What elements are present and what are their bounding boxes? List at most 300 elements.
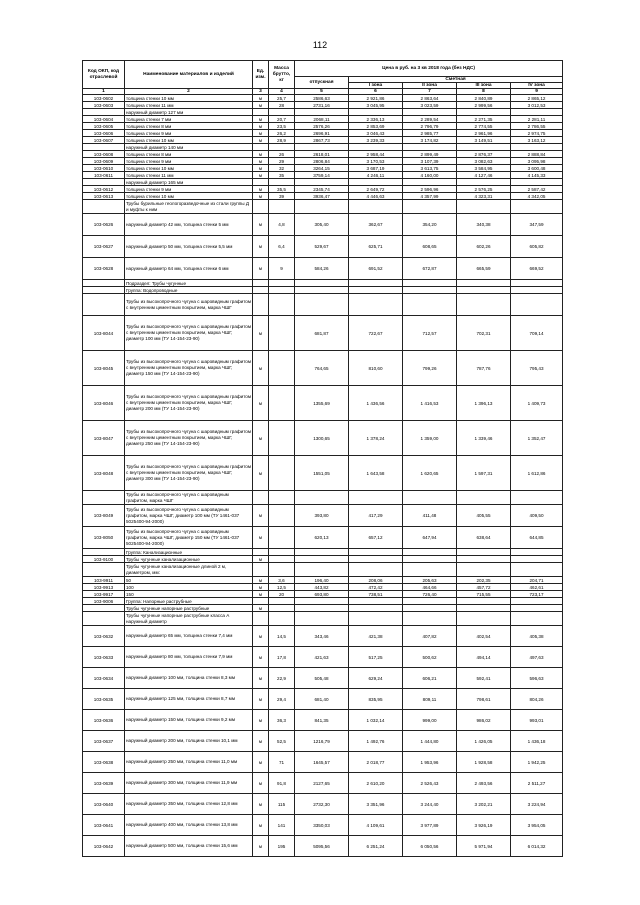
row-zone2-price: 2 985,77: [403, 130, 457, 137]
row-unit: м: [253, 102, 269, 109]
row-zone1-price: [349, 109, 403, 116]
row-zone3-price: 1 928,58: [457, 752, 511, 773]
row-code: 103-0611: [83, 172, 125, 179]
row-zone1-price: [349, 556, 403, 563]
row-release-price: 3936,47: [295, 193, 349, 200]
row-code: 103-0605: [83, 123, 125, 130]
row-zone1-price: 472,42: [349, 584, 403, 591]
row-zone1-price: 629,24: [349, 668, 403, 689]
row-release-price: 693,80: [295, 591, 349, 598]
row-unit: м: [253, 158, 269, 165]
row-code: 103-8047: [83, 421, 125, 456]
row-release-price: 2731,16: [295, 102, 349, 109]
row-zone2-price: 647,94: [403, 527, 457, 549]
row-mass: [269, 612, 295, 626]
row-name: 150: [125, 591, 253, 598]
row-zone1-price: 657,12: [349, 527, 403, 549]
row-zone2-price: 726,40: [403, 591, 457, 598]
row-release-price: 2127,65: [295, 773, 349, 794]
row-release-price: 1216,79: [295, 731, 349, 752]
row-code: [83, 200, 125, 214]
row-release-price: 2806,84: [295, 158, 349, 165]
row-mass: 26: [269, 151, 295, 158]
col-num: 4: [269, 89, 295, 95]
row-code: 103-0641: [83, 815, 125, 836]
table-row: [83, 752, 563, 773]
row-name: Трубы из высокопрочного чугуна с шаровидным графитом с внутренним цементным покрытием, марка ЧШГ, диаметр 250 мм (ТУ 14-154-23-90): [125, 421, 253, 456]
row-code: 103-9917: [83, 591, 125, 598]
row-zone4-price: 3 163,12: [511, 137, 563, 144]
row-name: Трубы из высокопрочного чугуна с шаровидным графитом, марка ЧШГ, диаметр 100 мм (ТУ 1461-037 5025400-94-2000): [125, 505, 253, 527]
row-code: 103-0603: [83, 102, 125, 109]
row-zone4-price: 2 865,12: [511, 95, 563, 102]
row-zone3-price: [457, 605, 511, 612]
table-row: [83, 689, 563, 710]
row-mass: [269, 598, 295, 605]
row-name: Группа: Канализационные: [125, 549, 253, 556]
row-zone3-price: 494,14: [457, 647, 511, 668]
row-zone1-price: 3 045,95: [349, 102, 403, 109]
col-num: 2: [125, 89, 253, 95]
row-unit: м: [253, 116, 269, 123]
row-code: 103-0636: [83, 710, 125, 731]
row-zone4-price: [511, 294, 563, 316]
table-row: [83, 165, 563, 172]
row-code: 103-9100: [83, 556, 125, 563]
row-zone1-price: 2 649,72: [349, 186, 403, 193]
table-row: [83, 647, 563, 668]
row-release-price: 3264,15: [295, 165, 349, 172]
row-zone2-price: [403, 549, 457, 556]
row-release-price: [295, 179, 349, 186]
row-unit: м: [253, 794, 269, 815]
row-code: 103-0635: [83, 689, 125, 710]
row-zone1-price: 2 336,13: [349, 116, 403, 123]
row-unit: м: [253, 815, 269, 836]
row-zone1-price: 4 446,63: [349, 193, 403, 200]
header-estimate: Сметная: [349, 77, 563, 83]
row-release-price: [295, 612, 349, 626]
row-name: толщина стенки 10 мм: [125, 165, 253, 172]
row-mass: [269, 605, 295, 612]
row-zone2-price: 3 244,40: [403, 794, 457, 815]
table-row: [83, 563, 563, 577]
row-zone4-price: [511, 144, 563, 151]
row-unit: м: [253, 836, 269, 857]
row-release-price: 1300,65: [295, 421, 349, 456]
table-row: [83, 151, 563, 158]
row-unit: м: [253, 421, 269, 456]
row-zone2-price: 2 596,96: [403, 186, 457, 193]
table-row: [83, 584, 563, 591]
row-zone1-price: 208,06: [349, 577, 403, 584]
row-name: наружный диаметр 127 мм: [125, 109, 253, 116]
row-code: 103-0640: [83, 794, 125, 815]
row-code: 103-0639: [83, 773, 125, 794]
row-zone4-price: 6 014,32: [511, 836, 563, 857]
header-unit: Ед. изм.: [253, 61, 269, 89]
row-zone2-price: [403, 556, 457, 563]
row-unit: [253, 598, 269, 605]
row-name: наружный диаметр 200 мм, толщина стенки 10,1 мм: [125, 731, 253, 752]
row-release-price: [295, 144, 349, 151]
row-zone4-price: 795,43: [511, 351, 563, 386]
row-zone2-price: 2 289,54: [403, 116, 457, 123]
row-unit: м: [253, 386, 269, 421]
row-zone1-price: [349, 200, 403, 214]
row-zone4-price: 4 145,33: [511, 172, 563, 179]
row-name: Трубы из высокопрочного чугуна с шаровидным графитом с внутренним цементным покрытием, марка ЧШГ, диаметр 200 мм (ТУ 14-154-23-90): [125, 386, 253, 421]
row-zone3-price: [457, 563, 511, 577]
row-zone2-price: [403, 605, 457, 612]
row-code: 103-0609: [83, 158, 125, 165]
row-zone2-price: [403, 287, 457, 294]
row-zone4-price: [511, 612, 563, 626]
row-code: [83, 612, 125, 626]
row-name: 50: [125, 577, 253, 584]
row-unit: м: [253, 456, 269, 491]
row-zone1-price: 2 853,69: [349, 123, 403, 130]
table-row: [83, 158, 563, 165]
row-zone3-price: 3 082,63: [457, 158, 511, 165]
row-mass: 20,7: [269, 116, 295, 123]
row-zone1-price: 1 643,58: [349, 456, 403, 491]
row-name: наружный диаметр 50 мм, толщина стенки 5,5 мм: [125, 236, 253, 258]
row-zone4-price: [511, 605, 563, 612]
row-zone1-price: [349, 144, 403, 151]
row-zone3-price: 2 271,35: [457, 116, 511, 123]
row-release-price: 1645,57: [295, 752, 349, 773]
row-name: толщина стенки 8 мм: [125, 151, 253, 158]
row-zone1-price: 2 610,20: [349, 773, 403, 794]
row-zone4-price: 993,01: [511, 710, 563, 731]
table-row: [83, 258, 563, 280]
col-num: 7: [403, 89, 457, 95]
row-zone4-price: 723,17: [511, 591, 563, 598]
row-zone2-price: 411,48: [403, 505, 457, 527]
row-name: Трубы чугунные напорные раструбные: [125, 605, 253, 612]
row-zone4-price: 204,71: [511, 577, 563, 584]
row-zone1-price: 722,67: [349, 316, 403, 351]
row-zone2-price: 407,82: [403, 626, 457, 647]
row-zone1-price: 417,29: [349, 505, 403, 527]
row-code: 103-9911: [83, 577, 125, 584]
row-zone4-price: [511, 563, 563, 577]
row-zone3-price: [457, 294, 511, 316]
row-unit: м: [253, 236, 269, 258]
row-name: толщина стенки 10 мм: [125, 95, 253, 102]
row-mass: [269, 200, 295, 214]
header-release: отпускная: [295, 77, 349, 89]
row-name: толщина стенки 9 мм: [125, 158, 253, 165]
table-row: [83, 421, 563, 456]
table-row: [83, 95, 563, 102]
row-unit: м: [253, 130, 269, 137]
row-code: [83, 287, 125, 294]
table-row: [83, 316, 563, 351]
row-mass: [269, 294, 295, 316]
row-unit: [253, 612, 269, 626]
row-mass: [269, 421, 295, 456]
row-zone2-price: 205,63: [403, 577, 457, 584]
row-unit: м: [253, 316, 269, 351]
table-row: [83, 794, 563, 815]
row-name: наружный диаметр 125 мм, толщина стенки 8,7 мм: [125, 689, 253, 710]
row-unit: [253, 280, 269, 287]
row-code: [83, 280, 125, 287]
row-code: 103-8048: [83, 456, 125, 491]
header-code: Код ОКП, код отраслевой: [83, 61, 125, 89]
row-zone2-price: 4 160,00: [403, 172, 457, 179]
row-mass: 115: [269, 794, 295, 815]
row-unit: м: [253, 626, 269, 647]
row-zone4-price: 605,82: [511, 236, 563, 258]
row-zone4-price: 2 281,11: [511, 116, 563, 123]
table-row: [83, 605, 563, 612]
row-release-price: 2576,26: [295, 123, 349, 130]
row-unit: м: [253, 165, 269, 172]
header-zone2: II зона: [403, 83, 457, 89]
row-zone3-price: 798,61: [457, 689, 511, 710]
row-code: 103-0604: [83, 116, 125, 123]
row-name: наружный диаметр 250 мм, толщина стенки 11,0 мм: [125, 752, 253, 773]
row-name: наружный диаметр 100 мм, толщина стенки 8,3 мм: [125, 668, 253, 689]
row-name: 100: [125, 584, 253, 591]
row-zone4-price: [511, 598, 563, 605]
row-release-price: 305,40: [295, 214, 349, 236]
row-zone4-price: 1 352,47: [511, 421, 563, 456]
row-unit: м: [253, 605, 269, 612]
row-zone2-price: [403, 200, 457, 214]
row-zone1-price: 2 921,86: [349, 95, 403, 102]
row-zone3-price: 2 961,96: [457, 130, 511, 137]
row-zone3-price: [457, 109, 511, 116]
row-mass: [269, 491, 295, 505]
row-name: Трубы чугунные напорные раструбные класса А наружный диаметр: [125, 612, 253, 626]
row-unit: м: [253, 172, 269, 179]
row-zone4-price: 2 587,42: [511, 186, 563, 193]
row-code: [83, 563, 125, 577]
row-zone3-price: 5 971,94: [457, 836, 511, 857]
row-zone2-price: 3 613,75: [403, 165, 457, 172]
table-row: [83, 612, 563, 626]
row-name: наружный диаметр 65 мм, толщина стенки 7,4 мм: [125, 626, 253, 647]
row-code: 103-0632: [83, 626, 125, 647]
row-zone1-price: 1 492,76: [349, 731, 403, 752]
row-unit: м: [253, 591, 269, 598]
row-name: наружный диаметр 42 мм, толщина стенки 5 мм: [125, 214, 253, 236]
row-release-price: [295, 598, 349, 605]
row-zone2-price: [403, 563, 457, 577]
row-zone2-price: 672,87: [403, 258, 457, 280]
row-zone2-price: 1 953,96: [403, 752, 457, 773]
row-release-price: 2696,91: [295, 130, 349, 137]
row-code: 103-0610: [83, 165, 125, 172]
row-unit: м: [253, 151, 269, 158]
table-row: [83, 815, 563, 836]
row-zone2-price: 2 796,79: [403, 123, 457, 130]
row-zone3-price: 3 926,19: [457, 815, 511, 836]
row-unit: [253, 549, 269, 556]
row-zone3-price: 665,59: [457, 258, 511, 280]
row-code: [83, 144, 125, 151]
row-name: Трубы чугунные канализационные длиной 2 м, диаметром, мм:: [125, 563, 253, 577]
table-row: [83, 200, 563, 214]
row-release-price: 529,67: [295, 236, 349, 258]
table-row: [83, 193, 563, 200]
row-code: 103-9913: [83, 584, 125, 591]
col-num: 3: [253, 89, 269, 95]
row-zone1-price: 835,95: [349, 689, 403, 710]
table-row: [83, 102, 563, 109]
row-mass: 195: [269, 836, 295, 857]
table-row: [83, 109, 563, 116]
row-unit: [253, 491, 269, 505]
row-release-price: 2586,63: [295, 95, 349, 102]
row-name: наружный диаметр 500 мм, толщина стенки 15,6 мм: [125, 836, 253, 857]
row-unit: м: [253, 577, 269, 584]
row-mass: 26,2: [269, 130, 295, 137]
row-zone1-price: [349, 605, 403, 612]
row-release-price: 393,80: [295, 505, 349, 527]
row-zone2-price: 3 174,82: [403, 137, 457, 144]
row-unit: [253, 144, 269, 151]
row-zone4-price: 1 612,86: [511, 456, 563, 491]
row-zone4-price: 709,14: [511, 316, 563, 351]
price-table: [82, 60, 563, 857]
row-release-price: 764,65: [295, 351, 349, 386]
row-name: Подраздел: Трубы чугунные: [125, 280, 253, 287]
row-release-price: 2732,30: [295, 794, 349, 815]
row-release-price: [295, 491, 349, 505]
row-zone3-price: [457, 549, 511, 556]
row-release-price: 2867,73: [295, 137, 349, 144]
row-release-price: [295, 280, 349, 287]
row-zone1-price: 810,60: [349, 351, 403, 386]
row-zone4-price: 2 511,27: [511, 773, 563, 794]
table-row: [83, 386, 563, 421]
row-zone1-price: 6 251,24: [349, 836, 403, 857]
row-unit: [253, 294, 269, 316]
row-unit: [253, 179, 269, 186]
row-zone2-price: 2 863,64: [403, 95, 457, 102]
row-release-price: 343,46: [295, 626, 349, 647]
table-row: [83, 186, 563, 193]
table-row: [83, 179, 563, 186]
row-unit: м: [253, 137, 269, 144]
row-unit: м: [253, 505, 269, 527]
row-zone3-price: 2 840,89: [457, 95, 511, 102]
row-name: Трубы чугунные канализационные: [125, 556, 253, 563]
row-name: Трубы из высокопрочного чугуна с шаровидным графитом с внутренним цементным покрытием, марка ЧШГ, диаметр 300 мм (ТУ 14-154-23-90): [125, 456, 253, 491]
row-unit: м: [253, 647, 269, 668]
row-release-price: 196,40: [295, 577, 349, 584]
row-release-price: 421,63: [295, 647, 349, 668]
row-release-price: [295, 605, 349, 612]
row-zone2-price: 3 023,59: [403, 102, 457, 109]
row-zone4-price: 409,50: [511, 505, 563, 527]
row-unit: м: [253, 710, 269, 731]
row-mass: [269, 144, 295, 151]
row-zone1-price: 421,38: [349, 626, 403, 647]
row-mass: 20: [269, 591, 295, 598]
table-row: [83, 294, 563, 316]
row-zone3-price: 3 584,95: [457, 165, 511, 172]
row-zone2-price: 500,62: [403, 647, 457, 668]
row-zone1-price: [349, 491, 403, 505]
row-zone4-price: [511, 549, 563, 556]
row-code: [83, 179, 125, 186]
row-zone3-price: 202,35: [457, 577, 511, 584]
row-unit: [253, 287, 269, 294]
row-zone3-price: 715,55: [457, 591, 511, 598]
row-zone3-price: 2 876,37: [457, 151, 511, 158]
row-release-price: [295, 549, 349, 556]
row-code: 103-0634: [83, 668, 125, 689]
table-row: [83, 549, 563, 556]
row-release-price: 505,48: [295, 668, 349, 689]
row-mass: [269, 316, 295, 351]
row-zone3-price: 457,72: [457, 584, 511, 591]
row-zone2-price: 354,20: [403, 214, 457, 236]
row-unit: м: [253, 689, 269, 710]
row-zone2-price: 4 357,99: [403, 193, 457, 200]
row-code: 103-0637: [83, 731, 125, 752]
row-name: наружный диаметр 150 мм, толщина стенки 9,2 мм: [125, 710, 253, 731]
row-zone1-price: 1 436,56: [349, 386, 403, 421]
table-row: [83, 130, 563, 137]
row-unit: м: [253, 527, 269, 549]
row-zone1-price: 3 351,96: [349, 794, 403, 815]
col-num: 9: [511, 89, 563, 95]
row-unit: м: [253, 214, 269, 236]
row-name: наружный диаметр 350 мм, толщина стенки 12,8 мм: [125, 794, 253, 815]
row-mass: 36,3: [269, 710, 295, 731]
row-mass: [269, 527, 295, 549]
row-release-price: 2345,74: [295, 186, 349, 193]
row-zone3-price: 2 493,56: [457, 773, 511, 794]
row-name: Трубы из высокопрочного чугуна с шаровидным графитом, марка ЧШГ, диаметр 150 мм (ТУ 1461-037 5025400-94-2000): [125, 527, 253, 549]
row-zone1-price: 3 687,19: [349, 165, 403, 172]
table-row: [83, 456, 563, 491]
row-zone3-price: [457, 179, 511, 186]
row-zone2-price: 1 359,00: [403, 421, 457, 456]
col-num: 6: [349, 89, 403, 95]
row-name: Трубы бурильные геологоразведочные из стали группы Д и муфты к ним: [125, 200, 253, 214]
row-code: [83, 491, 125, 505]
row-release-price: [295, 294, 349, 316]
header-price: Цена в руб. на 3 кв 2018 года (без НДС): [295, 61, 563, 77]
row-zone1-price: 1 032,14: [349, 710, 403, 731]
header-mass: Масса брутто, кг: [269, 61, 295, 89]
row-zone2-price: 712,57: [403, 316, 457, 351]
row-name: толщина стенки 9 мм: [125, 186, 253, 193]
row-zone3-price: 402,54: [457, 626, 511, 647]
row-zone2-price: 606,21: [403, 668, 457, 689]
row-zone3-price: 787,76: [457, 351, 511, 386]
row-zone3-price: 986,02: [457, 710, 511, 731]
row-zone3-price: 3 149,51: [457, 137, 511, 144]
row-unit: м: [253, 668, 269, 689]
row-mass: 91,8: [269, 773, 295, 794]
row-code: 103-0613: [83, 193, 125, 200]
row-code: 103-0606: [83, 130, 125, 137]
table-row: [83, 116, 563, 123]
row-code: 103-0602: [83, 95, 125, 102]
row-mass: 4,8: [269, 214, 295, 236]
col-num: 1: [83, 89, 125, 95]
table-row: [83, 527, 563, 549]
